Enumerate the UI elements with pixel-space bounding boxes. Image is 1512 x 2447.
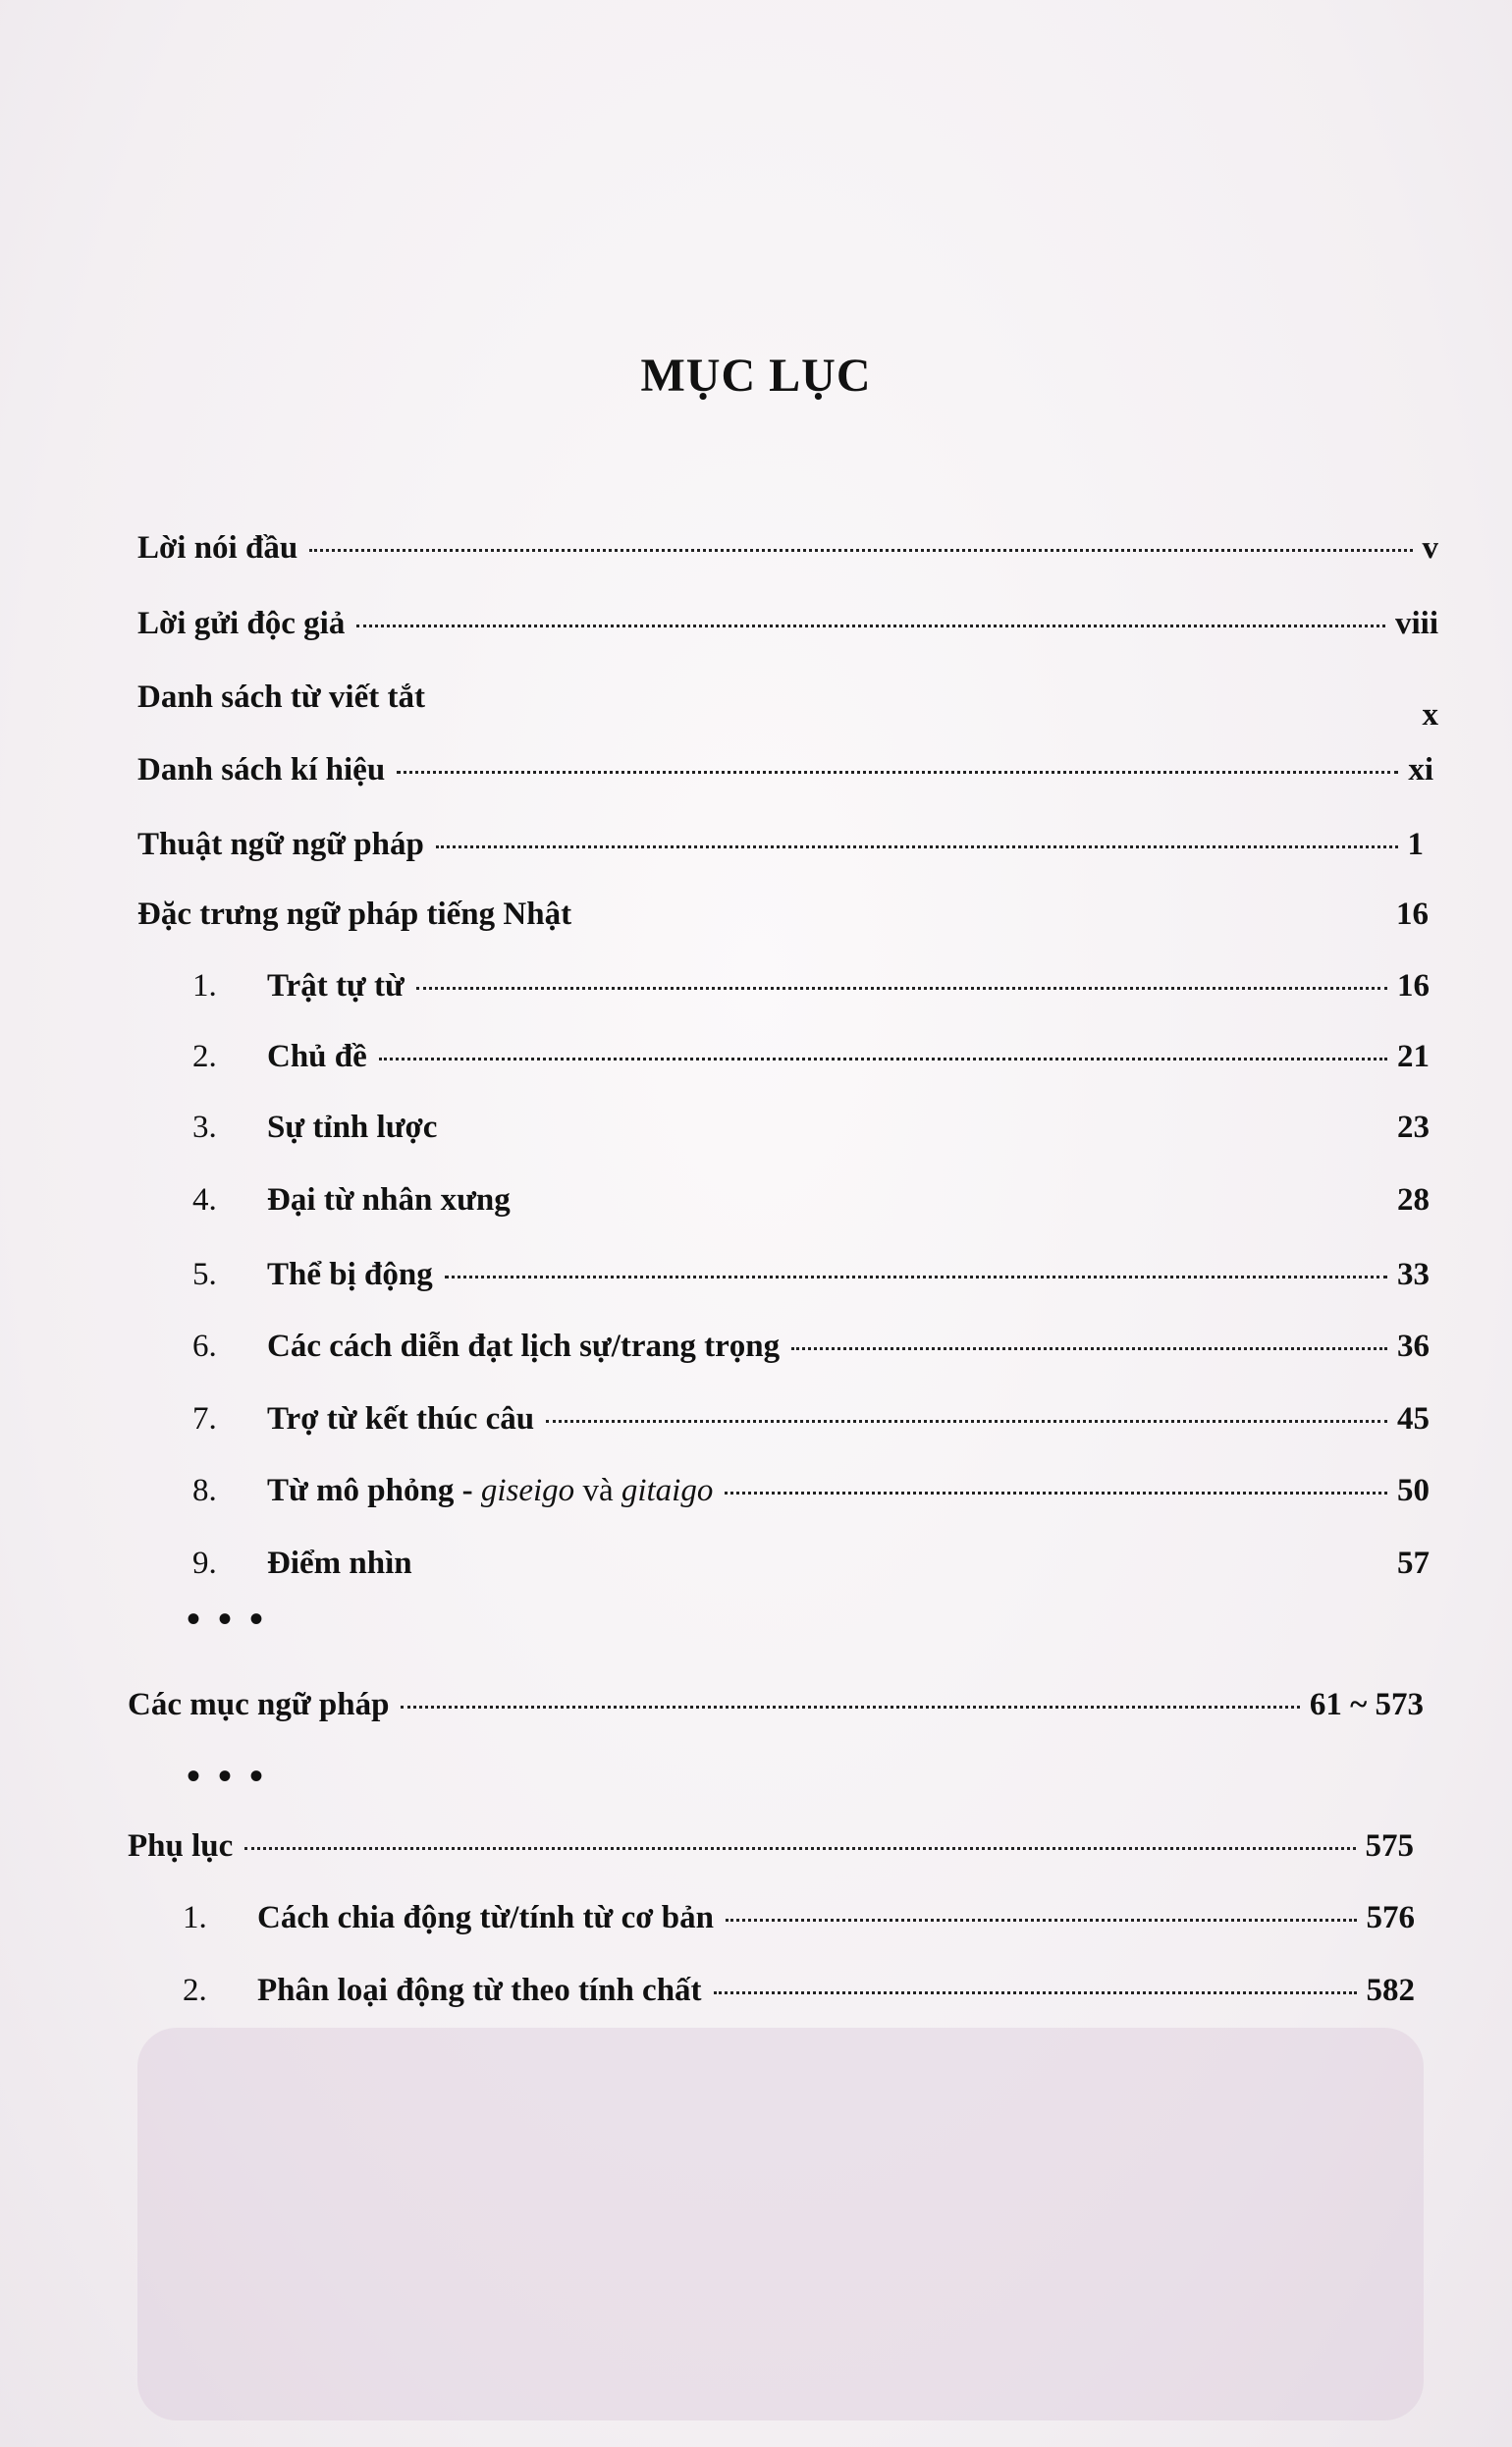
toc-entry-danh-sach-ki-hieu[interactable] <box>137 752 1433 788</box>
toc-entry-label: Lời nói đầu <box>137 530 298 566</box>
toc-subentry[interactable] <box>192 1546 1430 1582</box>
toc-subentry-label: Trật tự từ <box>267 968 405 1004</box>
leader-dots <box>379 1058 1387 1060</box>
toc-subentry-number: 9. <box>192 1546 217 1581</box>
toc-subentry-number: 3. <box>192 1110 217 1145</box>
toc-entry-label: Thuật ngữ ngữ pháp <box>137 827 424 862</box>
toc-subentry-number: 1. <box>183 1900 207 1935</box>
toc-entry-label: Danh sách kí hiệu <box>137 752 386 788</box>
toc-subentry-page: 57 <box>1397 1546 1430 1581</box>
toc-subentry[interactable] <box>192 1401 1430 1438</box>
toc-entry-danh-sach-tu-viet-tat[interactable] <box>137 680 1438 733</box>
bleed-through-area <box>137 2028 1424 2420</box>
toc-entry-page: 575 <box>1365 1828 1414 1864</box>
toc-subentry[interactable] <box>192 1110 1430 1146</box>
toc-entry-label: Các mục ngữ pháp <box>128 1687 390 1722</box>
toc-entry-page: viii <box>1394 606 1438 641</box>
leader-dots <box>436 845 1398 848</box>
toc-subentry[interactable] <box>183 1973 1415 2009</box>
toc-subentry-label: Các cách diễn đạt lịch sự/trang trọng <box>267 1329 781 1364</box>
toc-subentry-page: 50 <box>1397 1473 1430 1508</box>
toc-subentry[interactable] <box>192 1329 1430 1365</box>
toc-subentry-number: 5. <box>192 1257 217 1292</box>
toc-subentry-label: Cách chia động từ/tính từ cơ bản <box>257 1900 714 1935</box>
toc-entry-page: 1 <box>1407 827 1424 862</box>
leader-dots <box>244 1847 1355 1850</box>
toc-subentry-label: Trợ từ kết thúc câu <box>267 1401 535 1437</box>
page-title: MỤC LỤC <box>640 350 872 402</box>
toc-entry-loi-noi-dau[interactable] <box>137 530 1438 567</box>
toc-subentry-page: 45 <box>1397 1401 1430 1437</box>
toc-subentry-number: 1. <box>192 968 217 1004</box>
leader-dots <box>416 987 1387 990</box>
toc-entry-page: 16 <box>1396 897 1429 932</box>
toc-subentry-page: 16 <box>1397 968 1430 1004</box>
toc-entry-loi-gui-doc-gia[interactable] <box>137 606 1438 642</box>
toc-entry-page: x <box>1422 697 1438 733</box>
leader-dots <box>791 1347 1387 1350</box>
toc-subentry-page: 33 <box>1397 1257 1430 1292</box>
leader-dots <box>356 625 1385 627</box>
ellipsis-marker: • • • <box>187 1754 268 1798</box>
toc-subentry-page: 23 <box>1397 1110 1430 1145</box>
toc-entry-thuat-ngu-ngu-phap[interactable] <box>137 827 1424 863</box>
toc-subentry-number: 6. <box>192 1329 217 1364</box>
label-mid: và <box>574 1473 621 1508</box>
toc-entry-phu-luc[interactable] <box>128 1828 1414 1865</box>
ellipsis-marker: • • • <box>187 1597 268 1641</box>
leader-dots <box>726 1919 1357 1922</box>
toc-subentry-number: 2. <box>192 1039 217 1074</box>
toc-subentry[interactable] <box>192 968 1430 1005</box>
toc-entry-page: 61 ~ 573 <box>1309 1687 1424 1722</box>
toc-entry-page: xi <box>1408 752 1433 788</box>
leader-dots <box>445 1276 1387 1278</box>
toc-subentry[interactable] <box>183 1900 1415 1936</box>
leader-dots <box>714 1991 1357 1994</box>
leader-dots <box>309 549 1412 552</box>
toc-subentry[interactable] <box>192 1257 1430 1293</box>
toc-subentry-label: Chủ đề <box>267 1039 367 1074</box>
toc-entry-label: Đặc trưng ngữ pháp tiếng Nhật <box>137 897 572 932</box>
toc-subentry[interactable] <box>192 1039 1430 1075</box>
toc-entry-cac-muc-ngu-phap[interactable] <box>128 1687 1424 1723</box>
toc-subentry-label: Điểm nhìn <box>267 1546 412 1581</box>
toc-subentry-page: 582 <box>1366 1973 1415 2008</box>
toc-subentry-label: Sự tỉnh lược <box>267 1110 438 1145</box>
leader-dots <box>546 1420 1387 1423</box>
toc-subentry-label <box>267 1473 713 1509</box>
label-italic-giseigo: giseigo <box>480 1473 575 1508</box>
toc-entry-label: Danh sách từ viết tắt <box>137 680 425 715</box>
label-italic-gitaigo: gitaigo <box>621 1473 714 1508</box>
toc-subentry-number: 8. <box>192 1473 217 1508</box>
toc-subentry-label: Phân loại động từ theo tính chất <box>257 1973 702 2008</box>
leader-dots <box>397 771 1398 774</box>
toc-subentry-number: 7. <box>192 1401 217 1437</box>
toc-entry-label: Lời gửi độc giả <box>137 606 346 641</box>
toc-subentry-page: 576 <box>1366 1900 1415 1935</box>
leader-dots <box>725 1492 1387 1495</box>
toc-subentry-number: 2. <box>183 1973 207 2008</box>
leader-dots <box>401 1706 1299 1709</box>
toc-subentry-page: 36 <box>1397 1329 1430 1364</box>
toc-subentry-number: 4. <box>192 1182 217 1218</box>
toc-entry-dac-trung-ngu-phap[interactable] <box>137 897 1429 933</box>
toc-subentry-page: 21 <box>1397 1039 1430 1074</box>
toc-subentry-label: Thể bị động <box>267 1257 433 1292</box>
toc-subentry-label: Đại từ nhân xưng <box>267 1182 511 1218</box>
toc-subentry[interactable] <box>192 1182 1430 1219</box>
toc-subentry-page: 28 <box>1397 1182 1430 1218</box>
toc-subentry[interactable] <box>192 1473 1430 1509</box>
toc-entry-label: Phụ lục <box>128 1828 234 1864</box>
label-prefix: Từ mô phỏng - <box>267 1473 481 1508</box>
toc-entry-page: v <box>1422 530 1438 566</box>
